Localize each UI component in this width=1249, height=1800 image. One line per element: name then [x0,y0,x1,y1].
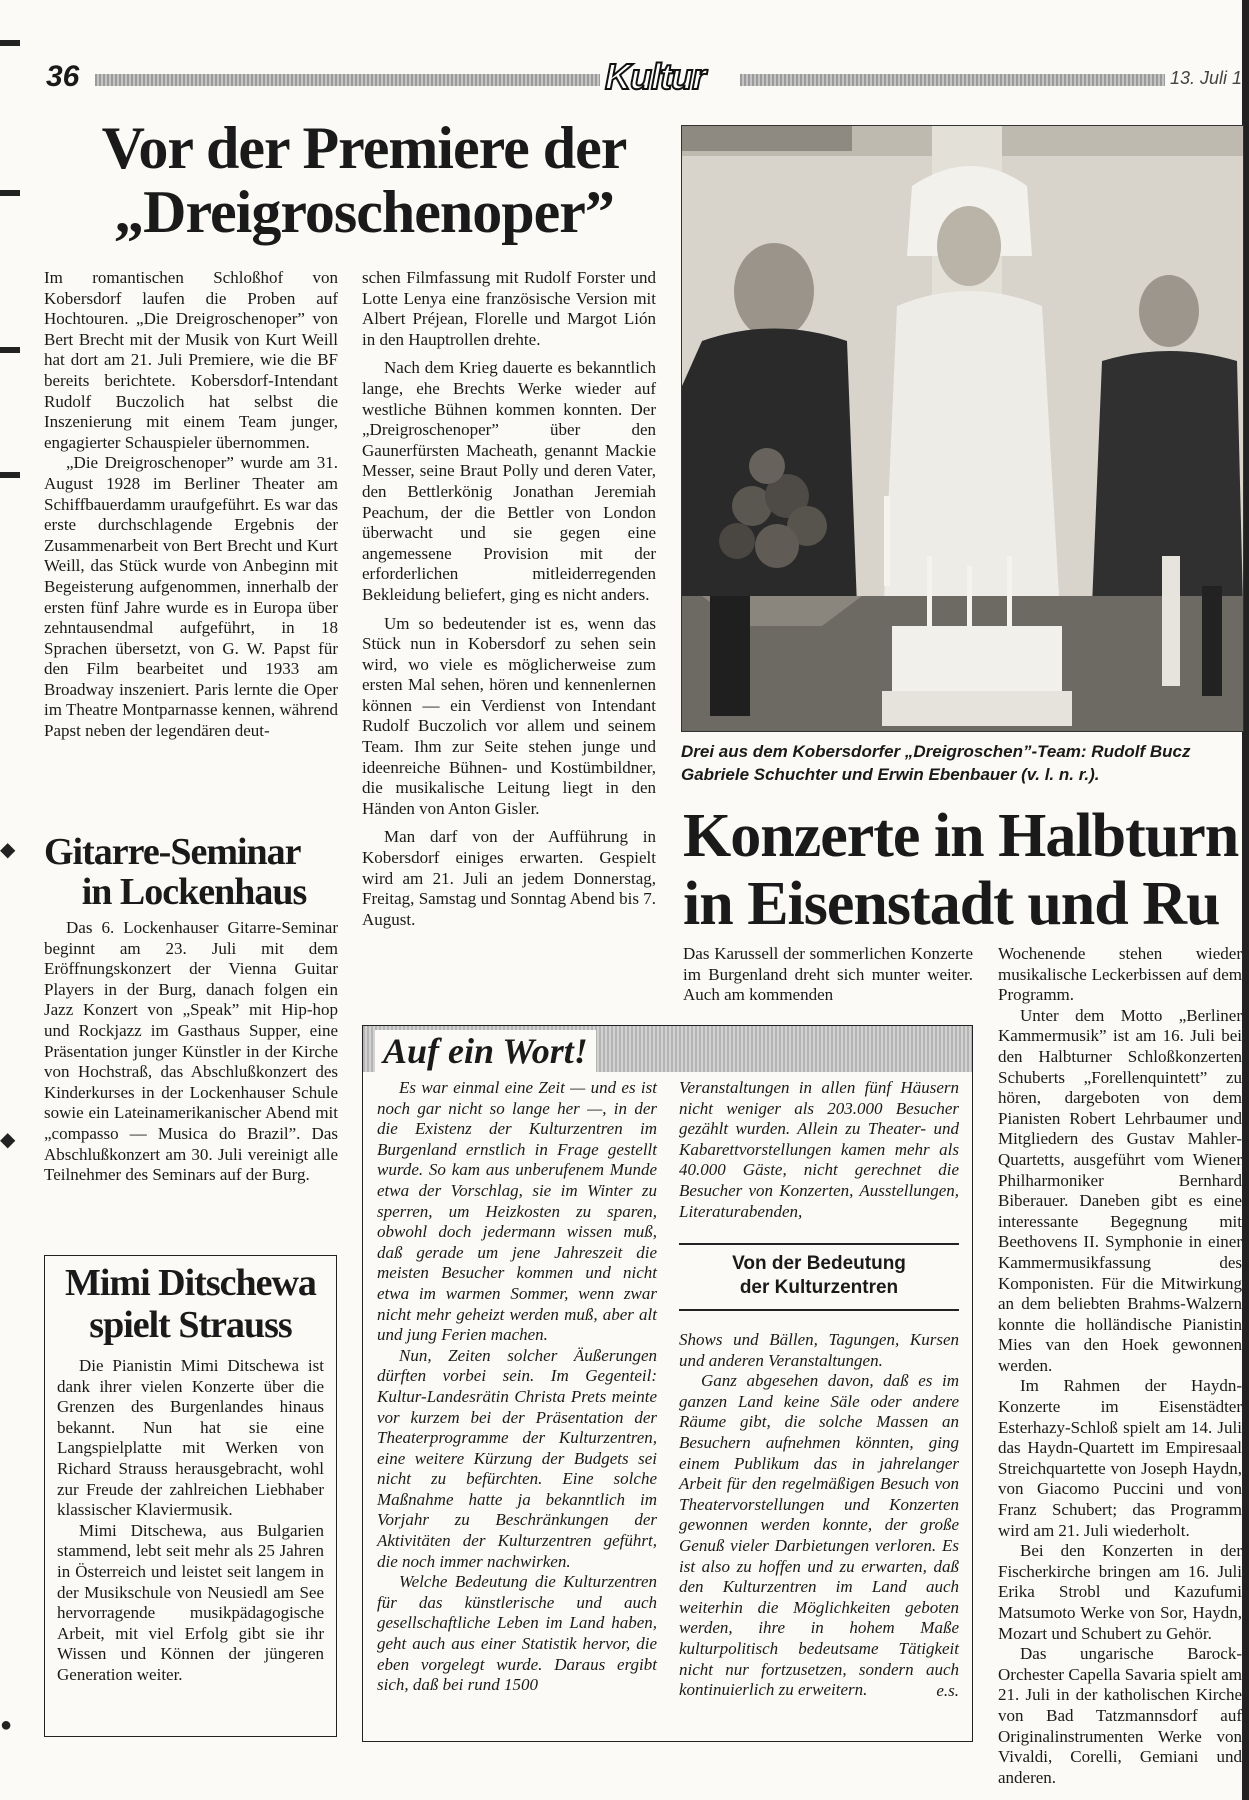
commentary-col1 [377,1078,657,1696]
subheading-rule-top [679,1243,959,1245]
headline-line2: „Dreigroschenoper” [114,179,614,245]
paragraph: Im Rahmen der Haydn-Konzerte im Eisenstädter Esterhazy-Schloß spielt am 14. Juli das Haydn-Quartett im Empiresaal Streichquartette von Joseph Haydn, von Giacomo Puccini und von Franz Schubert; das Programm wird am 21. Juli wiederholt. [998,1376,1242,1540]
punch-mark: ◆ [0,1129,16,1151]
section-logo: Kultur [605,56,705,97]
paragraph: Shows und Bällen, Tagungen, Kursen und anderen Veranstaltungen. [679,1330,959,1370]
subheading-line1: Von der Bedeutung [732,1253,906,1274]
paragraph: Das Karussell der sommerlichen Konzerte im Burgenland dreht sich munter weiter. Auch am kommenden [683,944,973,1005]
headline-line1: Konzerte in Halbturn [683,802,1239,870]
paragraph: Unter dem Motto „Berliner Kammermusik” ist am 16. Juli bei den Halbturner Schloßkonzerten Schuberts „Forellenquintett” zu hören, dargeboten von dem Pianisten Robert Lehrbaumer und Mitgliedern des Gustav Mahler-Quartetts, ausgeführt vom Wiener Philharmoniker Bernhard Biberauer. Daneben gibt es eine interessante Begegnung mit Beethovens II. Symphonie in einer Kammermusikfassung des Komponisten. Für die Mitwirkung an dem beliebten Brahms-Walzern konnte die holländische Pianistin Mies van den Hoek gewonnen werden. [998,1005,1242,1375]
paragraph: Nach dem Krieg dauerte es bekanntlich lange, ehe Brechts Werke wieder auf westliche Bühnen kommen konnten. Der „Dreigroschenoper” über den Gaunerfürsten Macheath, genannt Mackie Messer, seine Braut Polly und deren Vater, den Bettlerkönig Jonathan Jeremiah Peachum, der die Bettler von London überwacht und sie gegen eine angemessene Provision mit der erforderlichen mitleiderregenden Bekleidung beliefert, ging es nicht anders. [362,358,656,604]
punch-mark: ▬ [0,461,20,483]
subheading-line2: der Kulturzentren [739,1277,899,1298]
paragraph: Im romantischen Schloßhof von Kobersdorf laufen die Proben auf Hochtouren. „Die Dreigroschenoper” von Bert Brecht mit der Musik von Kurt Weill hat dort am 21. Juli Premiere, wie die BF bereits berichtete. Kobersdorf-Intendant Rudolf Buczolich hat selbst die Inszenierung mit einem Team junger, engagierter Schauspieler übernommen. [44,268,338,452]
header-rule-right [740,74,1165,86]
article-dreigroschenoper-col1 [44,268,338,742]
article-konzerte-col2 [998,944,1242,1787]
article-dreigroschenoper-col2 [362,268,656,930]
article-gitarre-body [44,918,338,1186]
headline-line2: spielt Strauss [89,1304,292,1346]
photo-caption [681,740,1246,786]
paragraph: Man darf von der Aufführung in Kobersdorf einiges erwarten. Gespielt wird am 21. Juli an jedem Donnerstag, Freitag, Samstag und Sonntag Abend bis 7. August. [362,827,656,929]
punch-mark: ◆ [0,839,16,861]
paragraph: Welche Bedeutung die Kulturzentren für das künstlerische und auch gesellschaftliche Leben im Land haben, geht auch aus einer Statistik hervor, die eben vorgelegt wurde. Daraus ergibt sich, daß bei rund 1500 [377,1572,657,1695]
paragraph: Ganz abgesehen davon, daß es im ganzen Land keine Säle oder andere Räume gibt, die solche Massen an Besuchern aufnehmen könnten, ging einem Publikum das in jahrelanger Arbeit für den regelmäßigen Besuch von Theatervorstellungen und Konzerten gewonnen werden konnte, der große Genuß vieler Darbietungen verloren. Es ist also zu hoffen und zu erwarten, daß den Kulturzentren im Land auch weiterhin die Möglichkeiten geboten werden, ihre in hohem Maße kulturpolitisch bedeutsame Tätigkeit nicht nur fortzusetzen, sondern auch kontinuierlich zu erweitern. [679,1371,959,1700]
punch-mark: ● [0,1714,13,1736]
header-date: 13. Juli 1 [1170,68,1243,88]
paragraph: Es war einmal eine Zeit — und es ist noch gar nicht so lange her —, in der die Existenz der Kulturzentren im Burgenland ernstlich in Frage gestellt wurde. So kam aus unberufenem Munde etwa der Vorschlag, sie im Winter zu sperren, um Heizkosten zu sparen, obwohl doch jedermann wissen muß, daß gerade um jene Jahreszeit die meisten Besucher kommen und nicht etwa im warmen Sommer, wenn zwar nicht mehr geheizt werden muß, aber alt und jung Ferien machen. [377,1078,657,1345]
paragraph: Nun, Zeiten solcher Äußerungen dürften vorbei sein. Im Gegenteil: Kultur-Landesrätin Christa Prets meinte vor kurzem bei der Präsentation der Theaterprogramme der Kulturzentren, eine weitere Kürzung der Budgets sei nicht zu befürchten. Eine solche Maßnahme hatte ja bekanntlich im Vorjahr zu Beschränkungen der Aktivitäten der Kulturzentren geführt, die noch immer nachwirken. [377,1345,657,1571]
caption-line1: Drei aus dem Kobersdorfer „Dreigroschen”-Team: Rudolf Bucz [681,742,1191,761]
headline-line2: in Lockenhaus [81,871,307,913]
paragraph: Die Pianistin Mimi Ditschewa ist dank ihrer vielen Konzerte über die Grenzen des Burgenlandes hinaus bekannt. Nun hat sie eine Langspielplatte mit Werken von Richard Strauss herausgebracht, wohl zur Freude der zahlreichen Liebhaber klassischer Klaviermusik. [57,1356,324,1520]
commentary-subheading [679,1252,959,1300]
caption-line2: Gabriele Schuchter und Erwin Ebenbauer (v. l. n. r.). [681,765,1100,784]
paragraph: Mimi Ditschewa, aus Bulgarien stammend, lebt seit mehr als 25 Jahren in Österreich und leistet seit langem in der Musikschule von Neusiedl am See hervorragende musikpädagogische Arbeit, mit viel Erfolg gibt sie ihr Wissen und Können der jüngeren Generation weiter. [57,1520,324,1684]
paragraph: Veranstaltungen in allen fünf Häusern nicht weniger als 203.000 Besucher gezählt wurden. Allein zu Theater- und Kabarettvorstellungen kamen mehr als 40.000 Gäste, nicht gerechnet die Besucher von Konzerten, Ausstellungen, Literaturabenden, [679,1078,959,1221]
paragraph: Das ungarische Barock-Orchester Capella Savaria spielt am 21. Juli in der katholischen Kirche von Bad Tatzmannsdorf auf Originalinstrumenten Werke von Vivaldi, Corelli, Gemiani und anderen. [998,1644,1242,1787]
paragraph: Um so bedeutender ist es, wenn das Stück nun in Kobersdorf zu sehen sein wird, wo viele es möglicherweise zum ersten Mal sehen, hören und kennenlernen können — ein Verdienst von Intendant Rudolf Buczolich vor allem und seinem Team. Ihm zur Seite stehen junge und ideenreiche Bühnen- und Kostümbildner, die musikalische Leitung liegt in den Händen von Anton Gisler. [362,613,656,818]
headline-line1: Vor der Premiere der [101,115,627,181]
headline-line1: Gitarre-Seminar [44,831,301,873]
commentary-title: Auf ein Wort! [375,1030,596,1072]
commentary-author: e.s. [936,1680,959,1700]
article-ditschewa-headline [45,1264,336,1344]
commentary-box [362,1025,973,1742]
punch-mark: ▬ [0,179,20,201]
paragraph: schen Filmfassung mit Rudolf Forster und Lotte Lenya eine französische Version mit Albert Préjean, Florelle und Margot Lión in den Hauptrollen drehte. [362,268,656,349]
paragraph: Wochenende stehen wieder musikalische Leckerbissen auf dem Programm. [998,944,1242,1005]
paragraph: Bei den Konzerten in der Fischerkirche bringen am 16. Juli Erika Strobl und Kazufumi Matsumoto Werke von Sor, Haydn, Mozart und Schubert zu Gehör. [998,1541,1242,1643]
team-photo [681,125,1244,732]
subheading-rule-bottom [679,1309,959,1311]
header-rule-left [95,74,600,86]
headline-line1: Mimi Ditschewa [65,1262,316,1304]
article-ditschewa-body [45,1344,336,1686]
article-ditschewa-box [44,1255,337,1737]
article-konzerte-headline [683,802,1249,938]
page-number: 36 [46,60,80,93]
headline-line2: in Eisenstadt und Ru [683,870,1220,938]
commentary-col2-bottom [679,1330,959,1701]
paragraph: Das 6. Lockenhauser Gitarre-Seminar beginnt am 23. Juli mit dem Eröffnungskonzert der Vienna Guitar Players in der Burg, danach folgen ein Jazz Konzert von „Speak” mit Hip-hop und Rockjazz im Gasthaus Supper, eine Präsentation junger Künstler in der Kirche von Hochstraß, das Abschlußkonzert des Kinderkurses in der Lockenhauser Schule sowie ein Lateinamerikanischer Abend mit „compasso — Musica do Brazil”. Das Abschlußkonzert am 30. Juli vereinigt alle Teilnehmer des Seminars auf der Burg. [44,918,338,1185]
punch-mark: ▬ [0,29,20,51]
article-gitarre-headline [44,833,344,911]
commentary-col2-top [679,1078,959,1222]
article-konzerte-col1 [683,944,973,1006]
punch-mark: ▬ [0,336,20,358]
paragraph: „Die Dreigroschenoper” wurde am 31. August 1928 im Berliner Theater am Schiffbauerdamm uraufgeführt. Es war das erste durchschlagende Ergebnis der Zusammenarbeit von Bert Brecht und Kurt Weill, das Stück wurde von Anbeginn mit Begeisterung aufgenommen, innerhalb der ersten fünf Jahre wurde es in Europa über zehntausendmal aufgeführt, in 18 Sprachen übersetzt, von G. W. Papst für den Film bearbeitet und 1933 am Broadway inszeniert. Paris lernte die Oper im Theatre Montparnasse kennen, während Papst neben der legendären deut- [44,453,338,741]
article-dreigroschenoper-headline [44,115,684,245]
team-photo-illustration [682,126,1243,731]
